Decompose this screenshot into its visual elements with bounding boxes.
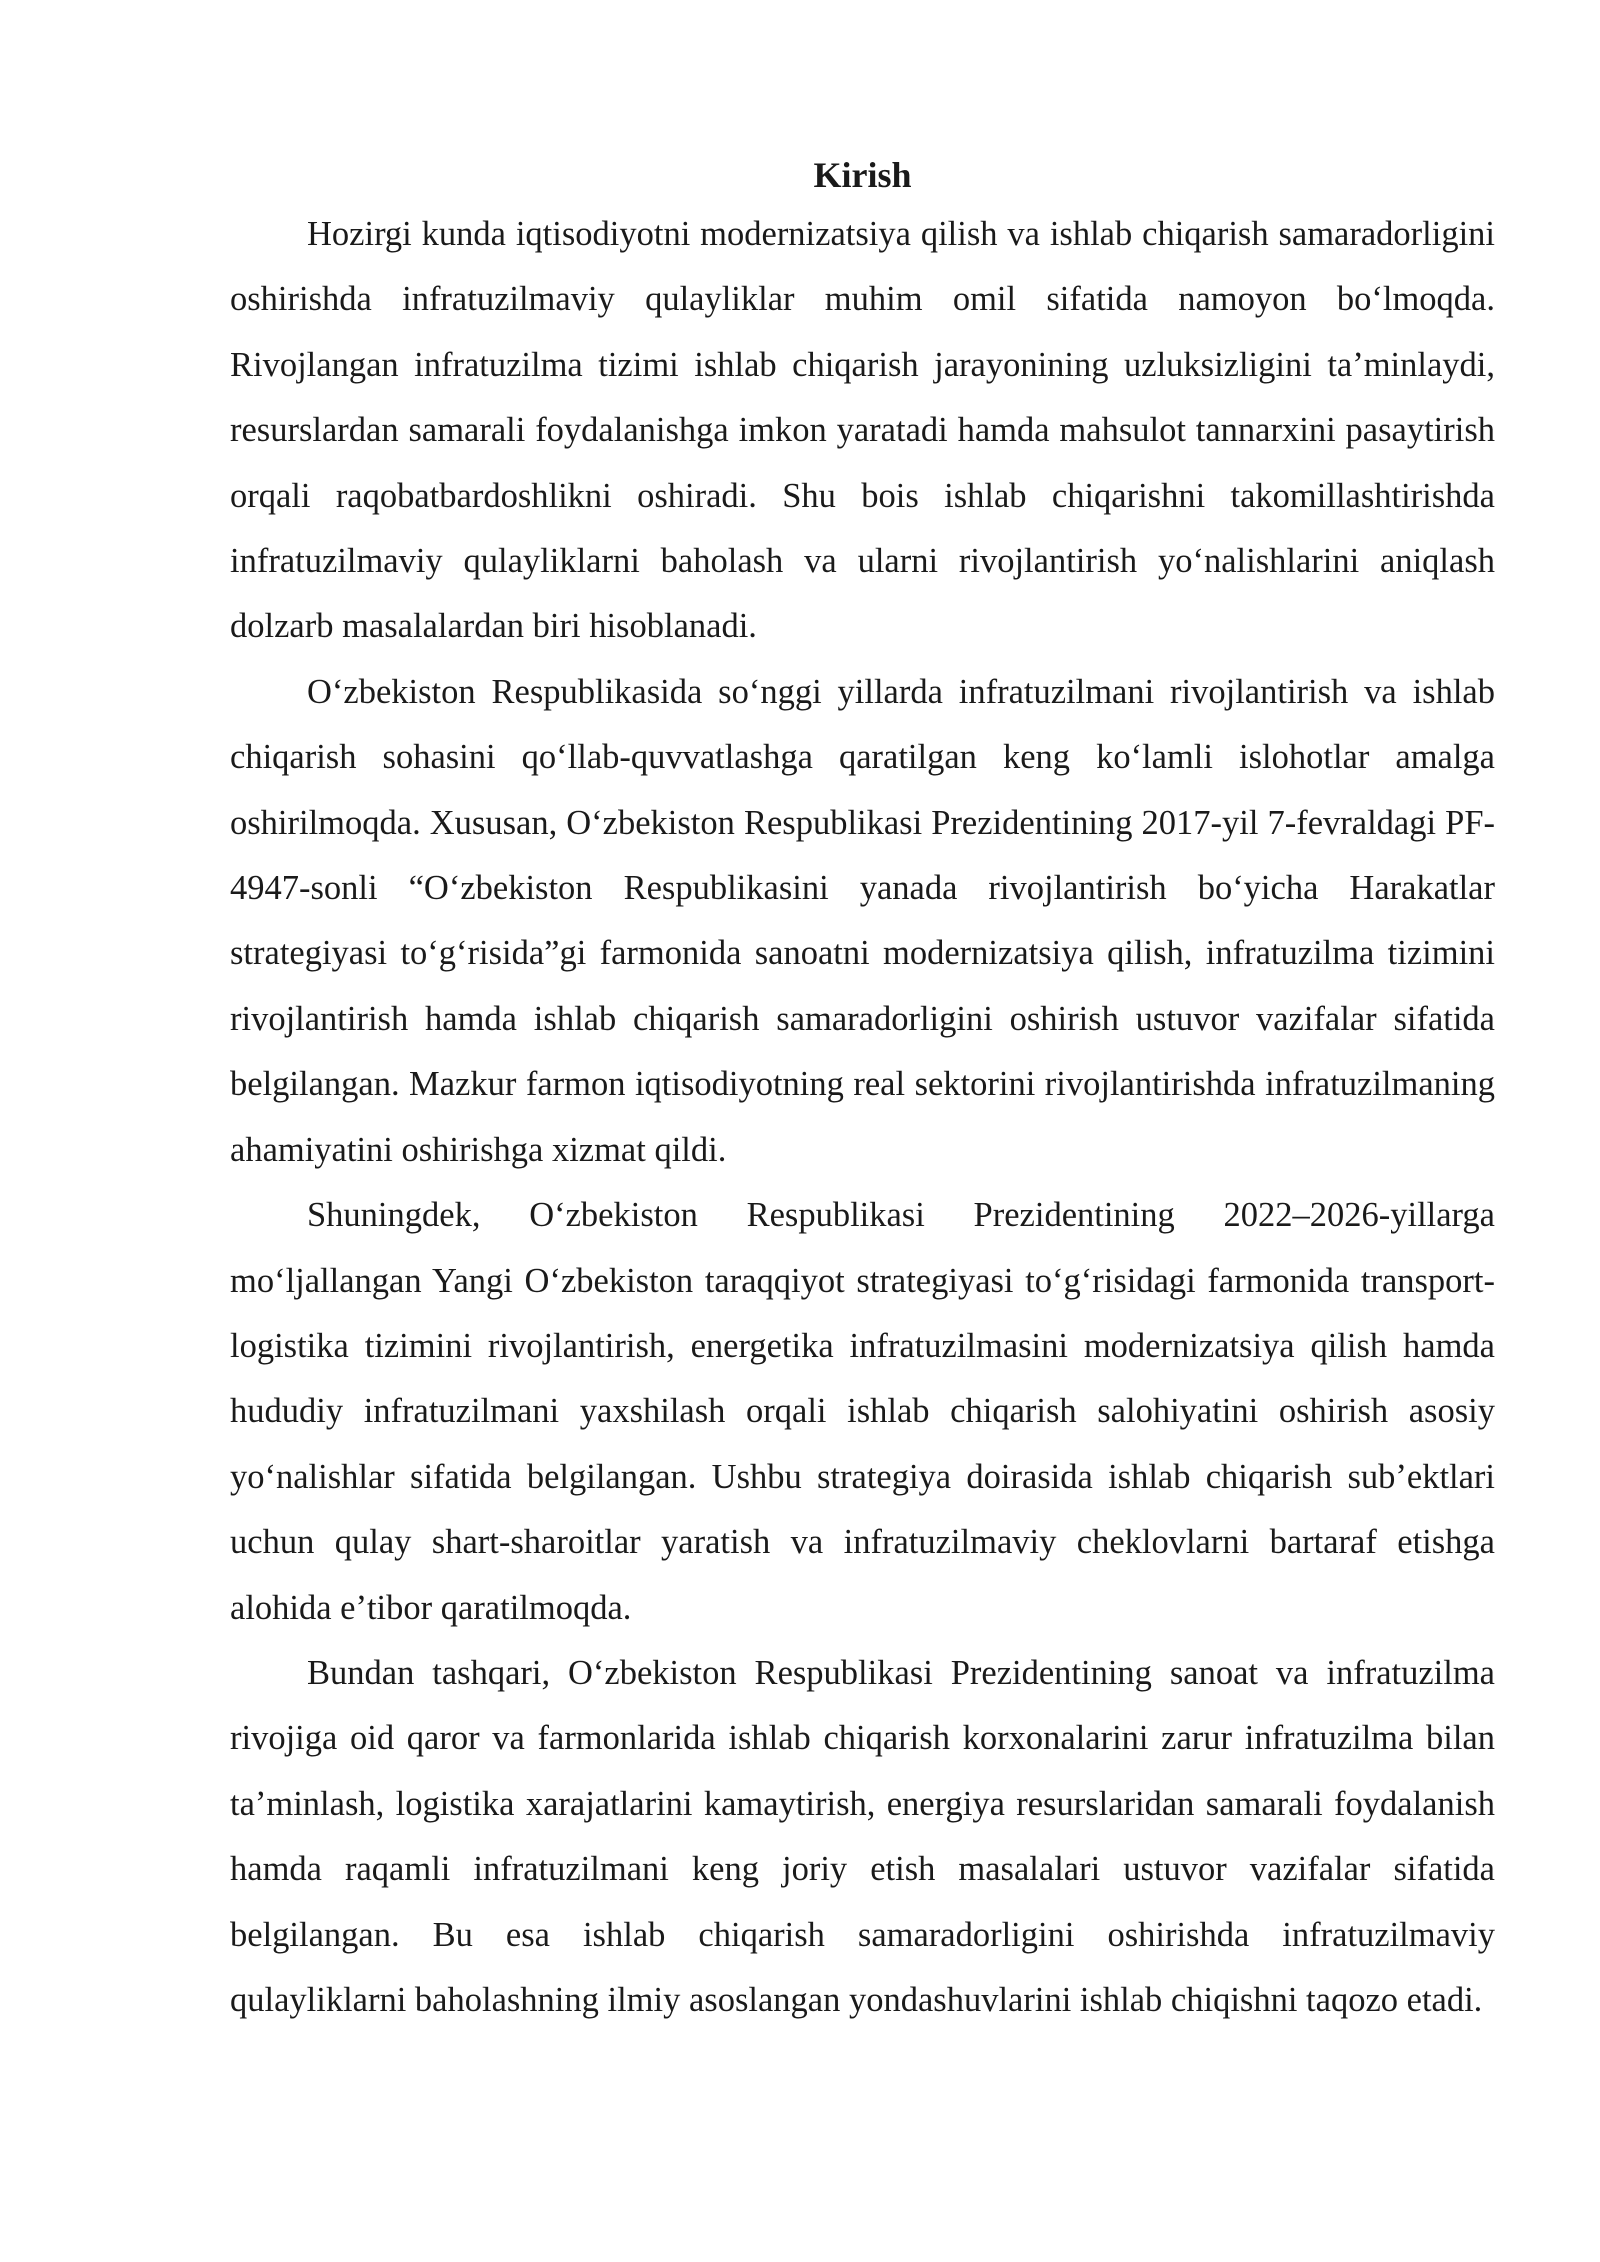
document-title: Kirish — [813, 155, 912, 195]
paragraph-conclusion: Bundan tashqari, Oʻzbekiston Respublikasi Prezidentining sanoat va infratuzilma rivojiga oid qaror va farmonlarida ishlab chiqarish korxonalarini zarur infratuzilma bilan taʼminlash, logistika xarajatlarini kamaytirish, energiya resurslaridan samarali foydalanish hamda raqamli infratuzilmani keng joriy etish masalalari ustuvor vazifalar sifatida belgilangan. Bu esa ishlab chiqarish samaradorligini oshirishda infratuzilmaviy qulayliklarni baholashning ilmiy asoslangan yondashuvlarini ishlab chiqishni taqozo etadi. — [230, 1653, 1495, 2019]
paragraph-strategy: Shuningdek, Oʻzbekiston Respublikasi Prezidentining 2022–2026-yillarga moʻljallangan Yangi Oʻzbekiston taraqqiyot strategiyasi toʻgʻrisidagi farmonida transport-logistika tizimini rivojlantirish, energetika infratuzilmasini modernizatsiya qilish hamda hududiy infratuzilmani yaxshilash orqali ishlab chiqarish salohiyatini oshirish asosiy yoʻnalishlar sifatida belgilangan. Ushbu strategiya doirasida ishlab chiqarish subʼektlari uchun qulay shart-sharoitlar yaratish va infratuzilmaviy cheklovlarni bartaraf etishga alohida eʼtibor qaratilmoqda. — [230, 1196, 1495, 1627]
paragraph-intro: Hozirgi kunda iqtisodiyotni modernizatsiya qilish va ishlab chiqarish samaradorligini oshirishda infratuzilmaviy qulayliklar muhim omil sifatida namoyon boʻlmoqda. Rivojlangan infratuzilma tizimi ishlab chiqarish jarayonining uzluksizligini taʼminlaydi, resurslardan samarali foydalanishga imkon yaratadi hamda mahsulot tannarxini pasaytirish orqali raqobatbardoshlikni oshiradi. Shu bois ishlab chiqarishni takomillashtirishda infratuzilmaviy qulayliklarni baholash va ularni rivojlantirish yoʻnalishlarini aniqlash dolzarb masalalardan biri hisoblanadi. — [230, 215, 1495, 646]
paragraph-reforms: Oʻzbekiston Respublikasida soʻnggi yillarda infratuzilmani rivojlantirish va ishlab chiqarish sohasini qoʻllab-quvvatlashga qaratilgan keng koʻlamli islohotlar amalga oshirilmoqda. Xususan, Oʻzbekiston Respublikasi Prezidentining 2017-yil 7-fevraldagi PF-4947-sonli “Oʻzbekiston Respublikasini yanada rivojlantirish boʻyicha Harakatlar strategiyasi toʻgʻrisida”gi farmonida sanoatni modernizatsiya qilish, infratuzilma tizimini rivojlantirish hamda ishlab chiqarish samaradorligini oshirish ustuvor vazifalar sifatida belgilangan. Mazkur farmon iqtisodiyotning real sektorini rivojlantirishda infratuzilmaning ahamiyatini oshirishga xizmat qildi. — [230, 672, 1495, 1169]
document-page — [230, 148, 1495, 2033]
